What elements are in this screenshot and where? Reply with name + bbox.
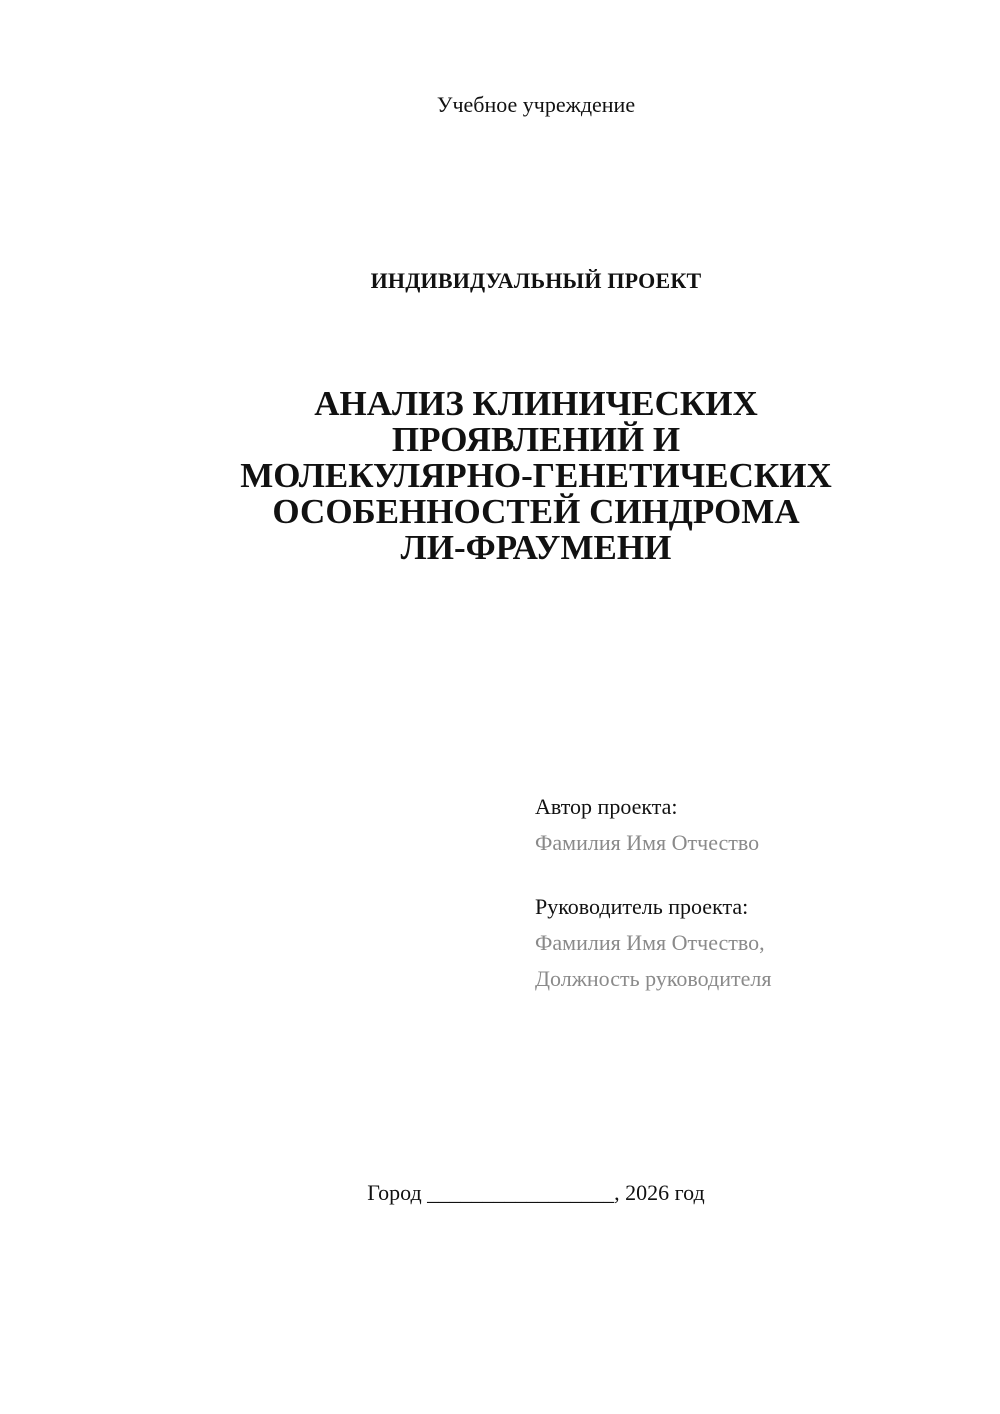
- project-title-line: ЛИ-ФРАУМЕНИ: [400, 528, 672, 567]
- supervisor-name: Фамилия Имя Отчество,: [535, 930, 765, 955]
- author-block: [535, 789, 771, 997]
- author-label: Автор проекта:: [535, 794, 678, 819]
- supervisor-label: Руководитель проекта:: [535, 894, 749, 919]
- institution-name: Учебное учреждение: [436, 92, 636, 117]
- project-title: [0, 386, 1000, 566]
- city-year-footer: Город _________________, 2026 год: [367, 1180, 705, 1205]
- supervisor-position: Должность руководителя: [535, 966, 772, 991]
- project-title-line: МОЛЕКУЛЯРНО-ГЕНЕТИЧЕСКИХ: [240, 456, 832, 495]
- project-title-line: АНАЛИЗ КЛИНИЧЕСКИХ: [314, 384, 758, 423]
- block-spacer: [535, 861, 771, 889]
- project-title-line: ОСОБЕННОСТЕЙ СИНДРОМА: [272, 492, 800, 531]
- project-type-heading: ИНДИВИДУАЛЬНЫЙ ПРОЕКТ: [370, 268, 702, 293]
- project-title-line: ПРОЯВЛЕНИЙ И: [391, 420, 681, 459]
- author-name: Фамилия Имя Отчество: [535, 830, 760, 855]
